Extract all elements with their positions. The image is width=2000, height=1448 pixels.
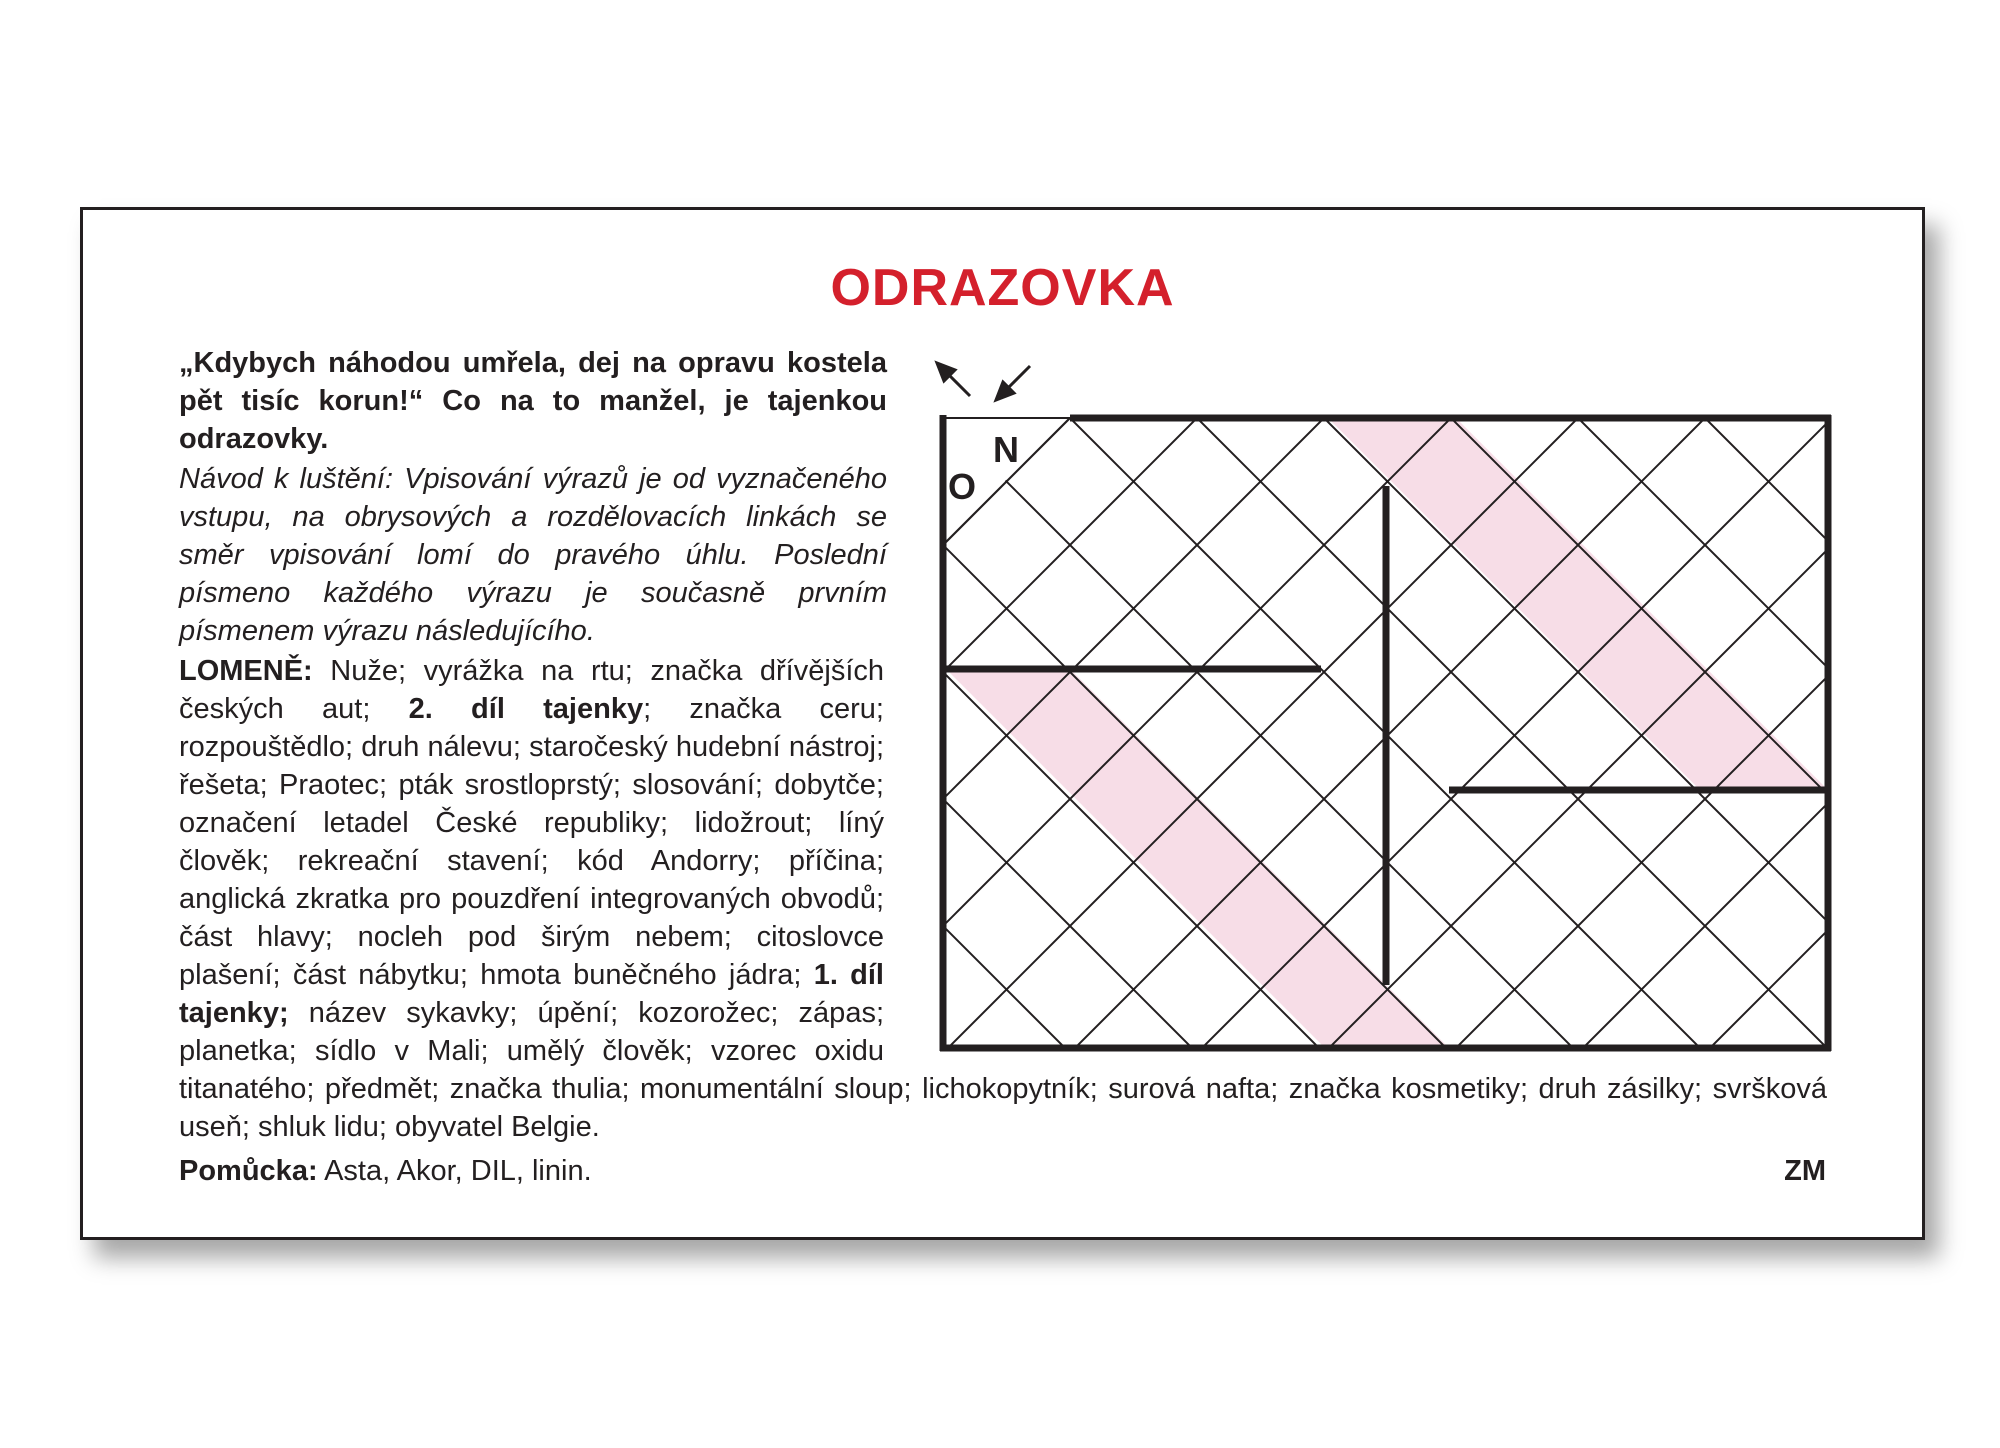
lattice-line-backslash <box>83 210 1569 1243</box>
lattice-line-slash <box>83 210 1315 1243</box>
lattice-line-backslash <box>1206 210 1928 1243</box>
hint-label: Pomůcka: <box>179 1155 318 1187</box>
lattice-line-slash <box>83 210 1569 1243</box>
lattice-line-backslash <box>83 210 1315 1243</box>
clue-tajenka-1: 1. díl tajenky; <box>179 959 884 1029</box>
lattice-line-slash <box>83 210 1442 1243</box>
author-initials: ZM <box>1784 1155 1826 1187</box>
lattice-line-backslash <box>83 210 1696 1243</box>
entry-arrows <box>937 363 1030 400</box>
lattice-line-backslash <box>83 210 1061 1243</box>
puzzle-instructions: Návod k luštění: Vpisování výrazů je od vyznačeného vstupu, na obrysových a rozdělovacích linkách se směr vpisování lomí do pravého úhlu. Poslední písmeno každého výrazu je současně prvním písmenem výrazu následujícího. <box>179 463 887 647</box>
entry-letter-o: O <box>948 466 977 507</box>
lattice-line-slash <box>1079 210 1928 1243</box>
lattice-line-slash <box>83 210 934 1243</box>
puzzle-card <box>80 207 1925 1240</box>
lattice-line-slash <box>83 210 1696 1243</box>
lattice-line-slash <box>83 210 1061 1243</box>
clue-text-1: Nuže; vyrážka na rtu; značka dřívějších českých aut; <box>179 655 884 725</box>
lattice-line-slash <box>1206 210 1928 1243</box>
clue-heading: LOMENĚ: <box>179 655 313 687</box>
clue-tajenka-2: 2. díl tajenky <box>408 693 644 725</box>
lattice-line-slash <box>83 210 1823 1243</box>
clue-text-3: název sykavky; úpění; kozorožec; zápas; planetka; sídlo v Mali; umělý člověk; vzorec oxidu titanatého; předmět; značka thulia; monumentální sloup; lichokopytník; surová nafta; značka kosmetiky; druh zásilky; svršková useň; shluk lidu; obyvatel Belgie. <box>179 997 1827 1143</box>
entry-letter-n: N <box>993 429 1019 470</box>
puzzle-intro: „Kdybych náhodou umřela, dej na opravu kostela pět tisíc korun!“ Co na to manžel, je tajenkou odrazovky. <box>179 347 887 455</box>
tajenka-band-1 <box>1328 418 1828 790</box>
lattice-line-backslash <box>83 210 934 1243</box>
clue-text-2: ; značka ceru; rozpouštědlo; druh nálevu; staročeský hudební nástroj; řešeta; Praotec; pták srostloprstý; slosování; dobytče; označení letadel České republiky; lidožrout; líný člověk; rekreační stavení; kód Andorry; příčina; anglická zkratka pro pouzdření integrovaných obvodů; část hlavy; nocleh pod širým nebem; citoslovce plašení; část nábytku; hmota buněčného jádra; <box>179 693 884 991</box>
lattice-line-backslash <box>83 210 1823 1243</box>
puzzle-grid[interactable] <box>83 210 1928 1243</box>
tajenka-band-2 <box>946 669 1449 1048</box>
hint-text: Asta, Akor, DIL, linin. <box>317 1155 592 1187</box>
lattice-line-backslash <box>83 210 1442 1243</box>
lattice-line-backslash <box>1079 210 1928 1243</box>
puzzle-title: ODRAZOVKA <box>830 259 1175 317</box>
